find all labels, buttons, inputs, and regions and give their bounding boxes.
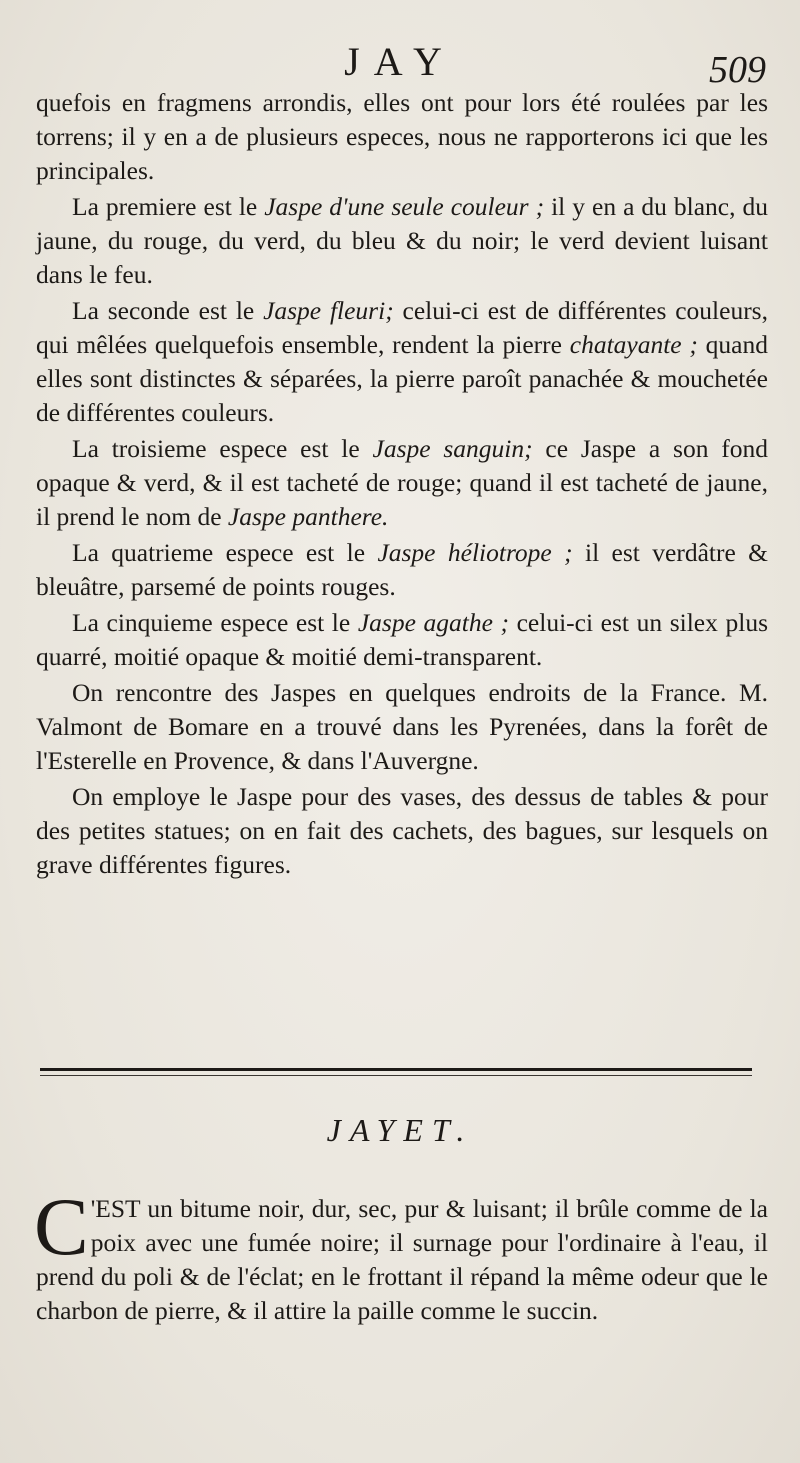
species-name: Jaspe panthere. [227,502,389,531]
species-name: Jaspe héliotrope ; [377,538,573,567]
species-name: Jaspe agathe ; [357,608,509,637]
paragraph-first-species [36,190,768,292]
body-text [36,86,768,884]
text-run: il est verdâtre & bleuâtre, parsemé de points rouges. [36,538,769,601]
text-run: celui-ci est de différentes couleurs, qui mêlées quelquefois ensemble, rendent la pierre [36,296,768,359]
italic-term: chatayante ; [569,330,698,359]
drop-cap: C [34,1181,89,1272]
paragraph-locations: On rencontre des Jaspes en quelques endroits de la France. M. Valmont de Bomare en a trouvé dans les Pyrenées, dans la forêt de l'Esterelle en Provence, & dans l'Auvergne. [36,678,768,775]
species-name: Jaspe fleuri; [263,296,394,325]
text-run: celui-ci est un silex plus quarré, moitié opaque & moitié demi-transparent. [36,608,768,671]
paragraph-fifth-species [36,606,768,674]
paragraph-second-species [36,294,768,430]
text-run: quand elles sont distinctes & séparées, la pierre paroît panachée & mouchetée de différentes couleurs. [36,330,768,427]
text-run: La premiere est le [72,192,265,221]
paragraph-third-species [36,432,768,534]
paragraph-continuation: quefois en fragmens arrondis, elles ont pour lors été roulées par les torrens; il y en a de plusieurs especes, nous ne rapporterons ici que les principales. [36,88,768,185]
section-divider [40,1068,752,1071]
paragraph-uses: On employe le Jaspe pour des vases, des dessus de tables & pour des petites statues; on en fait des cachets, des bagues, sur lesquels on grave différentes figures. [36,782,768,879]
entry-body [34,1181,768,1328]
species-name: Jaspe d'une seule couleur ; [264,192,545,221]
text-run: La cinquieme espece est le [72,608,358,637]
text-run: ce Jaspe a son fond opaque & verd, & il est tacheté de rouge; quand il est tacheté de jaune, il prend le nom de [36,434,769,531]
species-name: Jaspe sanguin; [372,434,533,463]
text-run: La seconde est le [72,296,264,325]
paragraph-fourth-species [36,536,768,604]
text-run: La quatrieme espece est le [72,538,378,567]
text-run: La troisieme espece est le [72,434,373,463]
entry-title: JAYET. [326,1112,474,1148]
page-number: 509 [709,49,766,91]
text-run: il y en a du blanc, du jaune, du rouge, du verd, du bleu & du noir; le verd devient luisant dans le feu. [36,192,768,289]
running-head: JAY [344,39,456,84]
entry-text: 'EST un bitume noir, dur, sec, pur & luisant; il brûle comme de la poix avec une fumée noire; il surnage pour l'ordinaire à l'eau, il prend du poli & de l'éclat; en le frottant il répand la même odeur que le charbon de pierre, & il attire la paille comme le succin. [36,1194,768,1325]
